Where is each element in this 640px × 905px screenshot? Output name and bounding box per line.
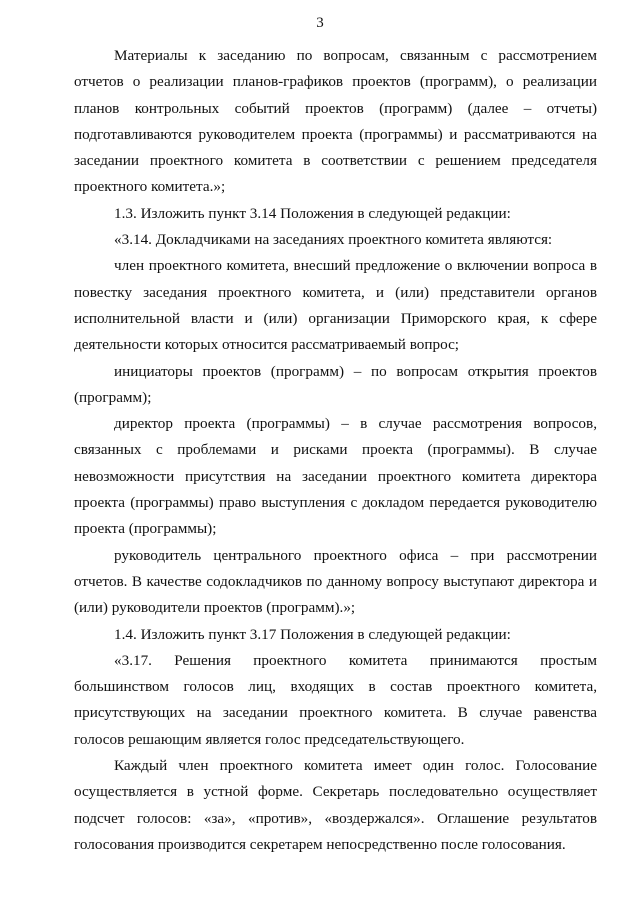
page-number: 3 bbox=[316, 15, 324, 31]
document-body bbox=[74, 43, 597, 858]
paragraph-voting: Каждый член проектного комитета имеет один голос. Голосование осуществляется в устной форме. Секретарь последовательно осуществляет подсчет голосов: «за», «против», «воздержался». Оглашение результатов голосования производится секретарем непосредственно после голосования. bbox=[74, 757, 597, 853]
paragraph-materials: Материалы к заседанию по вопросам, связанным с рассмотрением отчетов о реализации планов-графиков проектов (программ), о реализации планов контрольных событий проектов (программ) (далее – отчеты) подготавливаются руководителем проекта (программы) и рассматриваются на заседании проектного комитета в соответствии с решением председателя проектного комитета.»; bbox=[74, 47, 597, 196]
paragraph-3-17-decisions: «3.17. Решения проектного комитета принимаются простым большинством голосов лиц, входящих в состав проектного комитета, присутствующих на заседании проектного комитета. В случае равенства голосов решающим является голос председательствующего. bbox=[74, 651, 597, 748]
paragraph-committee-member: член проектного комитета, внесший предложение о включении вопроса в повестку заседания проектного комитета, и (или) представители органов исполнительной власти и (или) организации Приморского края, к сфере деятельности которых относится рассматриваемый вопрос; bbox=[74, 257, 597, 354]
paragraph-3-14-heading: «3.14. Докладчиками на заседаниях проектного комитета являются: bbox=[114, 231, 553, 249]
paragraph-office-head: руководитель центрального проектного офиса – при рассмотрении отчетов. В качестве содокладчиков по данному вопросу выступают директора и (или) руководители проектов (программ).»; bbox=[74, 546, 597, 617]
paragraph-item-1-4: 1.4. Изложить пункт 3.17 Положения в следующей редакции: bbox=[114, 625, 511, 643]
paragraph-item-1-3: 1.3. Изложить пункт 3.14 Положения в следующей редакции: bbox=[114, 204, 511, 222]
paragraph-initiators: инициаторы проектов (программ) – по вопросам открытия проектов (программ); bbox=[74, 362, 597, 406]
paragraph-project-director: директор проекта (программы) – в случае рассмотрения вопросов, связанных с проблемами и рисками проекта (программы). В случае невозможности присутствия на заседании проектного комитета директора проекта (программы) право выступления с докладом передается руководителю проекта (программы); bbox=[74, 415, 597, 538]
